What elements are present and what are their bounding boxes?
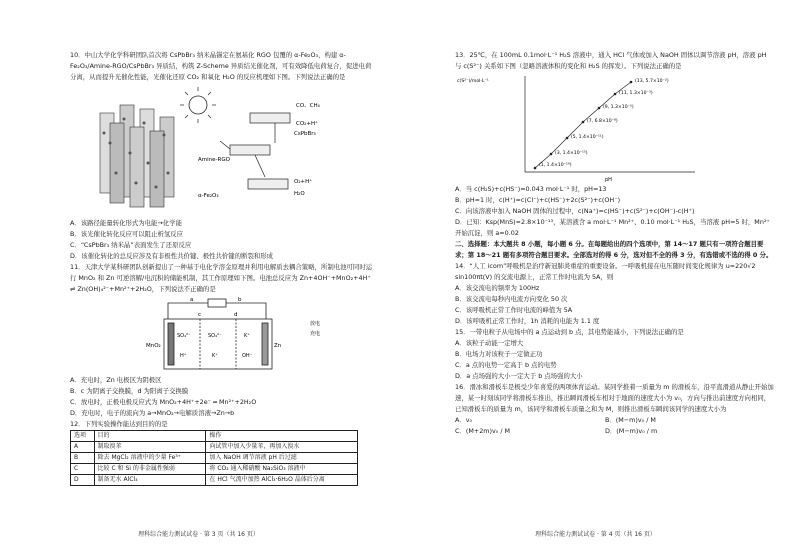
table-row bbox=[71, 453, 358, 464]
table-cell: 除去 MgCl₂ 溶液中的少量 Fe³⁺ bbox=[94, 453, 206, 464]
table-cell: A bbox=[71, 442, 95, 453]
q14-option-a: A．该交流电的频率为 100Hz bbox=[455, 284, 540, 292]
q11-option-c: C．放电时，正极电极反应式为 MnO₂+4H⁺+2e⁻ ═ Mn²⁺+2H₂O bbox=[70, 398, 257, 406]
table-cell: 在 HCl 气流中加热 AlCl₃·6H₂O 晶体后分离 bbox=[206, 475, 358, 486]
point-label: (1, 1.4×10⁻¹⁹) bbox=[539, 163, 572, 168]
point-label: (5, 1.4×10⁻¹¹) bbox=[571, 135, 604, 140]
label-zone2: SO₄²⁻ bbox=[208, 333, 222, 339]
q14-option-b: B．该交流电每秒内电流方向变化 50 次 bbox=[455, 295, 568, 303]
q13-chart-figure bbox=[455, 72, 774, 184]
label-d: d bbox=[234, 312, 238, 318]
page-footer-left: 理科综合能力测试试卷 · 第 3 页（共 16 页） bbox=[138, 531, 259, 538]
table-cell: 将 CO₂ 通入稀硝酸 Na₂SiO₃ 溶液中 bbox=[206, 464, 358, 475]
q15-option-c: C．a 点的电势一定高于 b 点的电势 bbox=[455, 361, 557, 369]
point-label: (11, 1.3×10⁻³) bbox=[619, 91, 653, 96]
label-co: CO、CH₄ bbox=[296, 103, 320, 109]
table-header: 操作 bbox=[206, 431, 358, 442]
y-axis-label: c(S²⁻)/mol·L⁻¹ bbox=[457, 79, 489, 84]
label-zone1: SO₄²⁻ bbox=[177, 333, 191, 339]
q12-table bbox=[70, 430, 358, 486]
question-12-text: 12．下列实验操作能达到目的的是 bbox=[70, 420, 168, 428]
q13-option-b: B．pH=1 时，c(H⁺)=c(Cl⁻)+c(HS⁻)+2c(S²⁻)+c(OH⁻) bbox=[455, 196, 621, 204]
label-amine: Amine-RGO bbox=[198, 157, 230, 163]
table-cell: 制取溴苯 bbox=[94, 442, 206, 453]
label-co2: CO₂+H⁺ bbox=[296, 121, 319, 127]
table-cell: 制备无水 AlCl₃ bbox=[94, 475, 206, 486]
q11-option-b: B．c 为阴离子交换膜，d 为阳离子交换膜 bbox=[70, 387, 189, 395]
table-header: 目的 bbox=[94, 431, 206, 442]
q10-option-a: A．该路径能量转化形式为电能→化学能 bbox=[70, 219, 182, 227]
table-cell: 加入 NaOH 调节溶液 pH 后过滤 bbox=[206, 453, 358, 464]
table-cell: B bbox=[71, 453, 95, 464]
label-cspbbr3: CsPbBr₃ bbox=[294, 131, 316, 137]
mechanism-diagram bbox=[70, 83, 370, 218]
q14-option-c: C．该呼吸机正常工作时电流的峰值为 5A bbox=[455, 306, 573, 314]
q10-mechanism-figure bbox=[70, 83, 377, 218]
q16-option-b: B．(M−m)v₀ / M bbox=[605, 416, 656, 424]
question-11-text: 11．天津大学某科研团队创新提出了一种基于电化学溶金原理并利用电解质去耦合策略，所制电池可同时运行 MnO₂ 和 Zn 可逆溶解/电沉积的储能机制，其工作原理如下图。电池总反应为 Zn+4OH⁻+MnO₂+4H⁺ ⇌ Zn(OH)₄²⁻+Mn²⁺+2H₂O，下列说法不正确的是 bbox=[70, 263, 373, 293]
q10-option-d: D．该催化转化的总反应涉及有非极性共价键、极性共价键的断裂和形成 bbox=[70, 252, 274, 260]
label-o2: O₂+H⁺ bbox=[294, 179, 313, 185]
question-13-text: 13．25℃，在 100mL 0.1mol·L⁻¹ H₂S 溶液中，通入 HCl 气体或加入 NaOH 固体以调节溶液 pH，溶液 pH 与 c(S²⁻) 关系如下图（忽略溶液体积的变化和 H₂S 的挥发）。下列说法正确的是 bbox=[455, 51, 767, 70]
label-fe2o3: α-Fe₂O₃ bbox=[198, 193, 219, 199]
chart-point bbox=[550, 153, 553, 156]
q15-option-d: D．a 点场强的大小一定大于 b 点场强的大小 bbox=[455, 372, 583, 380]
table-cell: 比较 C 和 Si 的非金属性强弱 bbox=[94, 464, 206, 475]
chart-point bbox=[598, 107, 601, 110]
nanorod-array bbox=[100, 105, 174, 207]
label-a: a bbox=[190, 297, 194, 303]
chart-point bbox=[582, 121, 585, 124]
label-zone1b: H⁺ bbox=[180, 353, 187, 359]
label-discharge: 放电 bbox=[310, 321, 321, 327]
q11-option-a: A．充电时，Zn 电极区为阴极区 bbox=[70, 376, 162, 384]
table-cell: 向试管中加入少量苯，再加入溴水 bbox=[206, 442, 358, 453]
page-footer-right: 理科综合能力测试试卷 · 第 4 页（共 16 页） bbox=[535, 531, 656, 538]
question-16-text: 16．滑冰和滑板车是极受少年喜爱的两项体育运动。某同学推着一质量为 m 的滑板车，沿平直滑道从静止开始加速，某一时刻该同学将滑板车推出，推出瞬间滑板车相对于地面的速度大小为 v₀，方向与推出前速度方向相同，已知滑板车的质量为 m，该同学和滑板车质量之和为 M，则推出滑板车瞬间该同学的速度大小为 bbox=[455, 383, 774, 413]
q10-option-b: B．该光催化转化反应可以阻止析氢反应 bbox=[70, 230, 184, 238]
question-10-text: 10．中山大学化学科研团队首次将 CsPbBr₃ 纳米晶锚定在氨基化 RGO 包覆的 α-Fe₂O₃，构建 α-Fe₂O₃/Amine-RGO/CsPbBr₃ 异质结，构筑 Z-Scheme 异质结光催化剂，可有效降低电荷复合，促进电荷分离，从而提升光催化性能，光催化还原 CO₂ 和氧化 H₂O 的反应机理如下图。下列说法正确的是 bbox=[70, 51, 372, 81]
sun-icon bbox=[180, 87, 216, 123]
q10-option-c: C．“CsPbBr₃ 纳米晶”表面发生了还原反应 bbox=[70, 241, 192, 249]
label-charge: 充电 bbox=[310, 331, 321, 337]
chart-point bbox=[614, 93, 617, 96]
label-zone2b: K⁺ bbox=[212, 353, 218, 359]
point-label: (13, 5.7×10⁻²) bbox=[635, 79, 669, 84]
table-row bbox=[71, 475, 358, 486]
question-14-text: 14．“人工 icom”呼吸机是治疗新冠肺炎重症的重要设备。一呼吸机接在电压随时间变化规律为 u=220√2 sin100πt(V) 的交流电源上，正常工作时电流为 5A，则 bbox=[455, 262, 756, 281]
q11-cell-figure bbox=[70, 295, 377, 375]
point-label: (3, 1.4×10⁻¹⁵) bbox=[555, 151, 588, 156]
label-zone3b: OH⁻ bbox=[242, 353, 253, 359]
table-row bbox=[71, 442, 358, 453]
label-zn: Zn bbox=[274, 343, 282, 349]
q16-options bbox=[455, 415, 755, 437]
chart-point bbox=[630, 81, 633, 84]
q11-option-d: D．充电时，电子的流向为 a→MnO₂→电解质溶液→Zn→b bbox=[70, 409, 235, 417]
ph-concentration-chart bbox=[455, 72, 755, 184]
table-header: 选项 bbox=[71, 431, 95, 442]
table-header-row bbox=[71, 431, 358, 442]
chart-point bbox=[534, 167, 537, 170]
label-mno2: MnO₂ bbox=[146, 343, 161, 349]
section-2-heading: 二、选择题：本大题共 8 小题，每小题 6 分。在每题给出的四个选项中，第 14～17 题只有一项符合题目要求；第 18～21 题有多项符合题目要求。全部选对的得 6 分，选对但不全的得 3 分，有选错或不选的得 0 分。 bbox=[455, 240, 773, 259]
question-15-text: 15．一带电粒子从电场中的 a 点运动到 b 点，其电势能减小，下列说法正确的是 bbox=[455, 328, 684, 336]
table-cell: D bbox=[71, 475, 95, 486]
point-label: (7, 6.8×10⁻⁸) bbox=[587, 119, 618, 124]
x-axis-label: pH bbox=[605, 177, 612, 183]
label-c: c bbox=[198, 312, 202, 318]
q13-option-a: A．当 c(H₂S)+c(HS⁻)=0.043 mol·L⁻¹ 时，pH=13 bbox=[455, 185, 607, 193]
table-row bbox=[71, 464, 358, 475]
battery-cell-diagram bbox=[70, 295, 370, 375]
chart-point bbox=[566, 137, 569, 140]
label-b: b bbox=[238, 297, 242, 303]
point-label: (9, 1.3×10⁻⁵) bbox=[603, 105, 634, 110]
q14-option-d: D．该呼吸机正常工作时，1h 消耗的电能为 1.1 度 bbox=[455, 317, 600, 325]
q15-option-b: B．电场力对该粒子一定做正功 bbox=[455, 350, 543, 358]
table-cell: C bbox=[71, 464, 95, 475]
q16-option-d: D．(M−m)v₀ / m bbox=[605, 427, 658, 435]
q16-option-a: A．v₀ bbox=[455, 416, 473, 424]
label-h2o: H₂O bbox=[294, 191, 305, 197]
right-page bbox=[397, 0, 794, 550]
q16-option-c: C．(M+2m)v₀ / M bbox=[455, 427, 511, 435]
q13-option-c: C．向该溶液中加入 NaOH 固体的过程中，c(Na⁺)=c(HS⁻)+c(S²⁻)+c(OH⁻)-c(H⁺) bbox=[455, 207, 695, 215]
q13-option-d: D．已知：Ksp(MnS)=2.8×10⁻¹³，某溶液含 a mol·L⁻¹ Mn²⁺、0.10 mol·L⁻¹ H₂S，当溶液 pH=5 时，Mn²⁺开始沉淀，则 a=0.02 bbox=[455, 218, 770, 237]
label-zone3: K⁺ bbox=[244, 333, 250, 339]
q15-option-a: A．该粒子动能一定增大 bbox=[455, 339, 524, 347]
